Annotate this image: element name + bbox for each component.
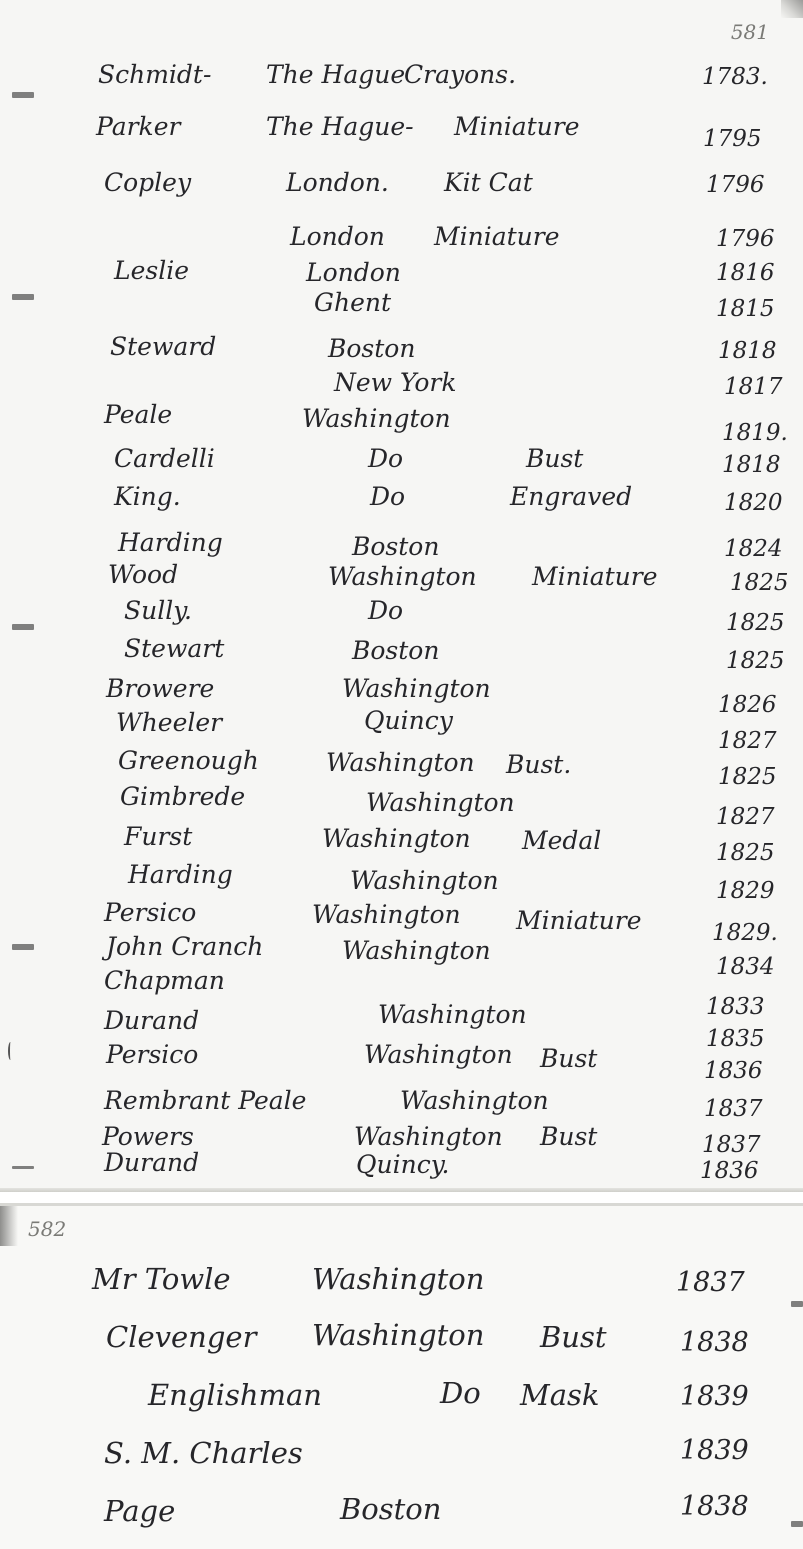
year: 1825 [726,610,785,636]
place-name: The Hague [266,60,406,89]
year: 1833 [706,994,765,1020]
artist-name: Browere [106,674,215,703]
year: 1816 [716,260,775,286]
place-name: Washington [342,674,491,703]
medium-note: Mask [520,1378,600,1412]
margin-tab-mark [791,1521,803,1527]
year: 1824 [724,536,783,562]
place-name: Washington [400,1086,549,1115]
artist-name: Parker [96,112,181,141]
year: 1796 [706,172,765,198]
place-name: London. [286,168,389,197]
page-number: 581 [730,20,769,44]
artist-name: Greenough [118,746,259,775]
place-name: Do [370,482,406,511]
place-name: Washington [378,1000,527,1029]
page-corner-shadow [0,1206,18,1246]
artist-name: Clevenger [106,1320,257,1354]
year: 1820 [724,490,783,516]
place-name: Washington [364,1040,513,1069]
year: 1827 [716,804,775,830]
year: 1825 [718,764,777,790]
medium-note: Miniature [434,222,560,251]
medium-note: Bust [540,1044,598,1073]
artist-name: Cardelli [114,444,215,473]
medium-note: Engraved [510,482,633,511]
place-name: Washington [312,900,461,929]
artist-name: Sully. [124,596,192,625]
place-name: Washington [328,562,477,591]
place-name: Do [368,596,404,625]
medium-note: Bust [540,1320,607,1354]
place-name: New York [334,368,457,397]
year: 1835 [706,1026,765,1052]
artist-name: John Cranch [106,932,264,961]
place-name: Boston [328,334,416,363]
margin-tab-mark [791,1301,803,1307]
place-name: Washington [354,1122,503,1151]
place-name: Quincy. [356,1150,450,1179]
year: 1827 [718,728,777,754]
place-name: Boston [352,532,440,561]
year: 1829 [716,878,775,904]
year: 1837 [676,1267,745,1298]
medium-note: Bust [526,444,584,473]
medium-note: Miniature [454,112,580,141]
year: 1817 [724,374,783,400]
year: 1826 [718,692,777,718]
ledger-page-582 [0,1203,803,1549]
year: 1783. [702,64,768,90]
year: 1825 [716,840,775,866]
place-name: Washington [302,404,451,433]
place-name: Ghent [314,288,392,317]
medium-note: Kit Cat [444,168,533,197]
place-name: Washington [350,866,499,895]
artist-name: Durand [104,1148,200,1177]
artist-name: Wood [108,560,179,589]
year: 1834 [716,954,775,980]
year: 1825 [726,648,785,674]
place-name: Washington [342,936,491,965]
place-name: London [290,222,385,251]
artist-name: Steward [110,332,217,361]
artist-name: Gimbrede [120,782,246,811]
page-number: 582 [28,1217,67,1241]
year: 1836 [700,1158,759,1184]
place-name: Washington [312,1318,485,1352]
artist-name: Copley [104,168,192,197]
artist-name: Powers [102,1122,194,1151]
artist-name: Schmidt- [98,60,212,89]
place-name: Boston [340,1492,442,1526]
artist-name: Peale [104,400,173,429]
artist-name: Stewart [124,634,225,663]
year: 1795 [703,126,762,152]
medium-note: Miniature [532,562,658,591]
place-name: Quincy [364,706,453,735]
artist-name: Rembrant Peale [104,1086,307,1115]
artist-name: Persico [104,898,197,927]
place-name: Boston [352,636,440,665]
year: 1818 [722,452,781,478]
artist-name: Wheeler [116,708,223,737]
year: 1839 [680,1381,749,1412]
medium-note: Medal [522,826,602,855]
place-name: Washington [326,748,475,777]
place-name: Do [368,444,404,473]
year: 1837 [702,1132,761,1158]
artist-name: Leslie [114,256,190,285]
stray-pen-mark [8,1042,13,1060]
artist-name: Durand [104,1006,200,1035]
page-corner-shadow [781,0,803,18]
artist-name: Persico [106,1040,199,1069]
year: 1818 [718,338,777,364]
artist-name: Harding [128,860,233,889]
margin-tab-mark [12,1166,34,1169]
artist-name: Englishman [148,1378,322,1412]
year: 1829. [712,920,778,946]
artist-name: King. [114,482,181,511]
place-name: London [306,258,401,287]
medium-note: Miniature [516,906,642,935]
medium-note: Bust. [506,750,572,779]
place-name: Do [440,1376,481,1410]
year: 1796 [716,226,775,252]
place-name: Washington [366,788,515,817]
year: 1839 [680,1435,749,1466]
place-name: The Hague- [266,112,414,141]
margin-tab-mark [12,944,34,950]
place-name: Washington [322,824,471,853]
year: 1836 [704,1058,763,1084]
year: 1838 [680,1491,749,1522]
artist-name: S. M. Charles [104,1436,303,1470]
place-name: Washington [312,1262,485,1296]
margin-tab-mark [12,92,34,98]
year: 1815 [716,296,775,322]
year: 1837 [704,1096,763,1122]
artist-name: Mr Towle [92,1262,231,1296]
year: 1825 [730,570,789,596]
artist-name: Furst [124,822,193,851]
artist-name: Harding [118,528,223,557]
margin-tab-mark [12,624,34,630]
year: 1838 [680,1327,749,1358]
artist-name: Page [104,1494,176,1528]
year: 1819. [722,420,788,446]
artist-name: Chapman [104,966,225,995]
margin-tab-mark [12,294,34,300]
medium-note: Bust [540,1122,598,1151]
medium-note: Crayons. [404,60,517,89]
